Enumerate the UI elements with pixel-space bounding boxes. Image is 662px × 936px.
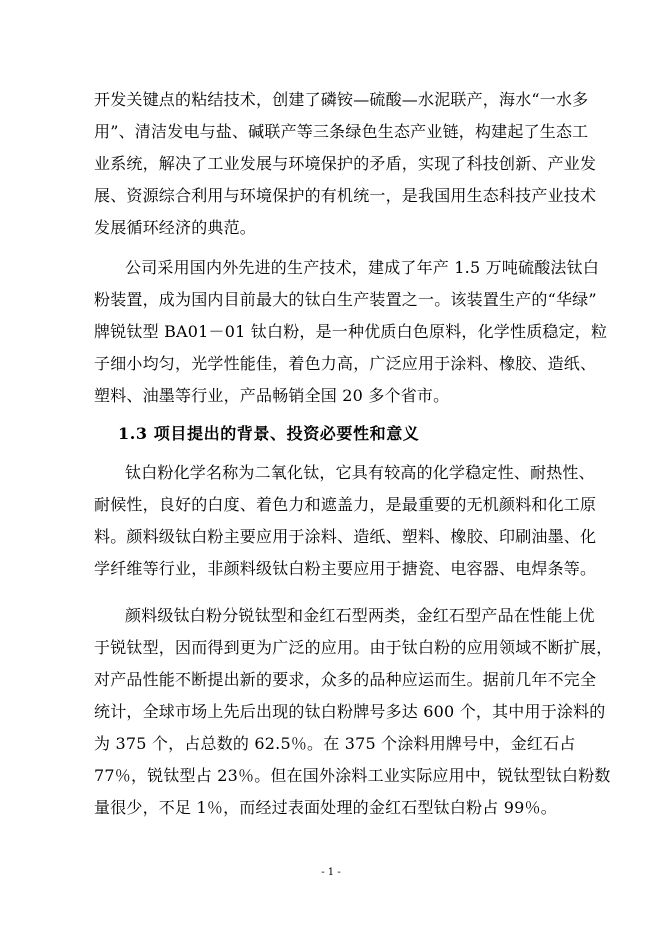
text-line: 量很少，不足 1％，而经过表面处理的金红石型钛白粉占 99％。: [94, 798, 557, 817]
text-line: 料。颜料级钛白粉主要应用于涂料、造纸、塑料、橡胶、印刷油墨、化: [94, 527, 597, 546]
text-line: 于锐钛型，因而得到更为广泛的应用。由于钛白粉的应用领域不断扩展，: [94, 638, 613, 657]
text-line: 学纤维等行业，非颜料级钛白粉主要应用于搪瓷、电容器、电焊条等。: [94, 559, 597, 578]
text-line: 为 375 个，占总数的 62.5％。在 375 个涂料用牌号中，金红石占: [94, 734, 576, 753]
text-line: 粉装置，成为国内目前最大的钛白生产装置之一。该装置生产的“华绿”: [94, 290, 597, 309]
text-line: 开发关键点的粘结技术，创建了磷铵—硫酸—水泥联产，海水“一水多: [94, 90, 589, 109]
text-line: 对产品性能不断提出新的要求，众多的品种应运而生。据前几年不完全: [94, 670, 597, 689]
text-line: 牌锐钛型 BA01－01 钛白粉，是一种优质白色原料，化学性质稳定，粒: [94, 322, 608, 341]
text-line: 耐候性，良好的白度、着色力和遮盖力，是最重要的无机颜料和化工原: [94, 495, 597, 514]
text-line: 统计，全球市场上先后出现的钛白粉牌号多达 600 个，其中用于涂料的: [94, 702, 606, 721]
paragraph-first-line: 钛白粉化学名称为二氧化钛，它具有较高的化学稳定性、耐热性、: [125, 463, 595, 482]
text-line: 展、资源综合利用与环境保护的有机统一，是我国用生态科技产业技术: [94, 186, 597, 205]
text-line: 业系统，解决了工业发展与环境保护的矛盾，实现了科技创新、产业发: [94, 154, 597, 173]
text-line: 塑料、油墨等行业，产品畅销全国 20 多个省市。: [94, 386, 450, 405]
text-line: 发展循环经济的典范。: [94, 218, 257, 237]
text-line: 用”、清洁发电与盐、碱联产等三条绿色生态产业链，构建起了生态工: [94, 122, 589, 141]
page-number: - 1 -: [321, 867, 341, 878]
text-line: 77％，锐钛型占 23％。但在国外涂料工业实际应用中，锐钛型钛白粉数: [94, 766, 611, 785]
paragraph-first-line: 颜料级钛白粉分锐钛型和金红石型两类，金红石型产品在性能上优: [125, 606, 595, 625]
paragraph-first-line: 公司采用国内外先进的生产技术，建成了年产 1.5 万吨硫酸法钛白: [125, 258, 600, 277]
text-line: 子细小均匀，光学性能佳，着色力高，广泛应用于涂料、橡胶、造纸、: [94, 354, 597, 373]
section-heading: 1.3 项目提出的背景、投资必要性和意义: [118, 424, 420, 443]
